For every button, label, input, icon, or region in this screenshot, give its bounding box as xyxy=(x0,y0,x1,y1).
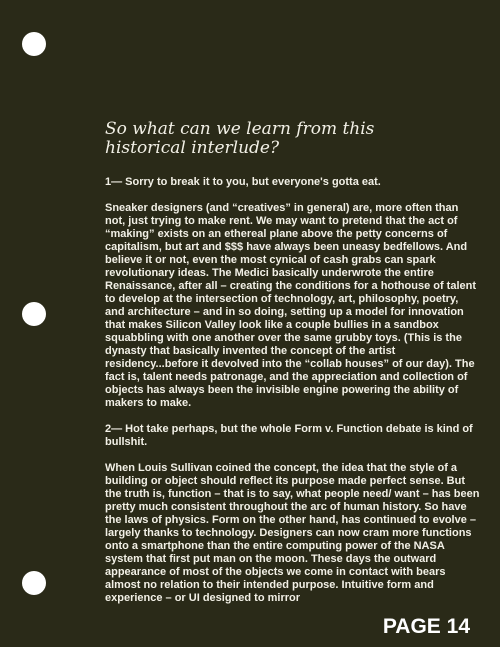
article-body xyxy=(105,176,480,618)
point-2-body: When Louis Sullivan coined the concept, the idea that the style of a building or object should reflect its purpose made perfect sense. But the truth is, function – that is to say, what people need/ want – has been pretty much consistent throughout the arc of human history. So have the laws of physics. Form on the other hand, has continued to evolve – largely thanks to technology. Designers can now cram more functions onto a smartphone than the entire computing power of the NASA system that first put man on the moon. These days the outward appearance of most of the objects we come in contact with bears almost no relation to their intended purpose. Intuitive form and experience – or UI designed to mirror xyxy=(105,462,480,604)
binder-hole-top xyxy=(22,32,46,56)
point-1-body: Sneaker designers (and “creatives” in general) are, more often than not, just trying to make rent. We may want to pretend that the act of “making” exists on an ethereal plane above the petty concerns of capitalism, but art and $$$ have always been uneasy bedfellows. And believe it or not, even the most cynical of cash grabs can spark revolutionary ideas. The Medici basically underwrote the entire Renaissance, after all – creating the conditions for a hothouse of talent to develop at the intersection of technology, art, philosophy, poetry, and architecture – and in so doing, setting up a model for innovation that makes Silicon Valley look like a couple bullies in a sandbox squabbling with one another over the same grubby toys. (This is the dynasty that basically invented the concept of the artist residency...before it devolved into the “collab houses” of our day). The fact is, talent needs patronage, and the appreciation and collection of objects has always been the invisible engine powering the ability of makers to make. xyxy=(105,202,477,409)
binder-hole-bottom xyxy=(22,571,46,595)
point-2-title: 2— Hot take perhaps, but the whole Form v. Function debate is kind of bullshit. xyxy=(105,423,473,448)
section-heading: So what can we learn from this historical interlude? xyxy=(105,119,375,158)
page-number: PAGE 14 xyxy=(382,615,470,638)
point-1-title: 1— Sorry to break it to you, but everyone's gotta eat. xyxy=(105,176,381,188)
binder-hole-middle xyxy=(22,302,46,326)
